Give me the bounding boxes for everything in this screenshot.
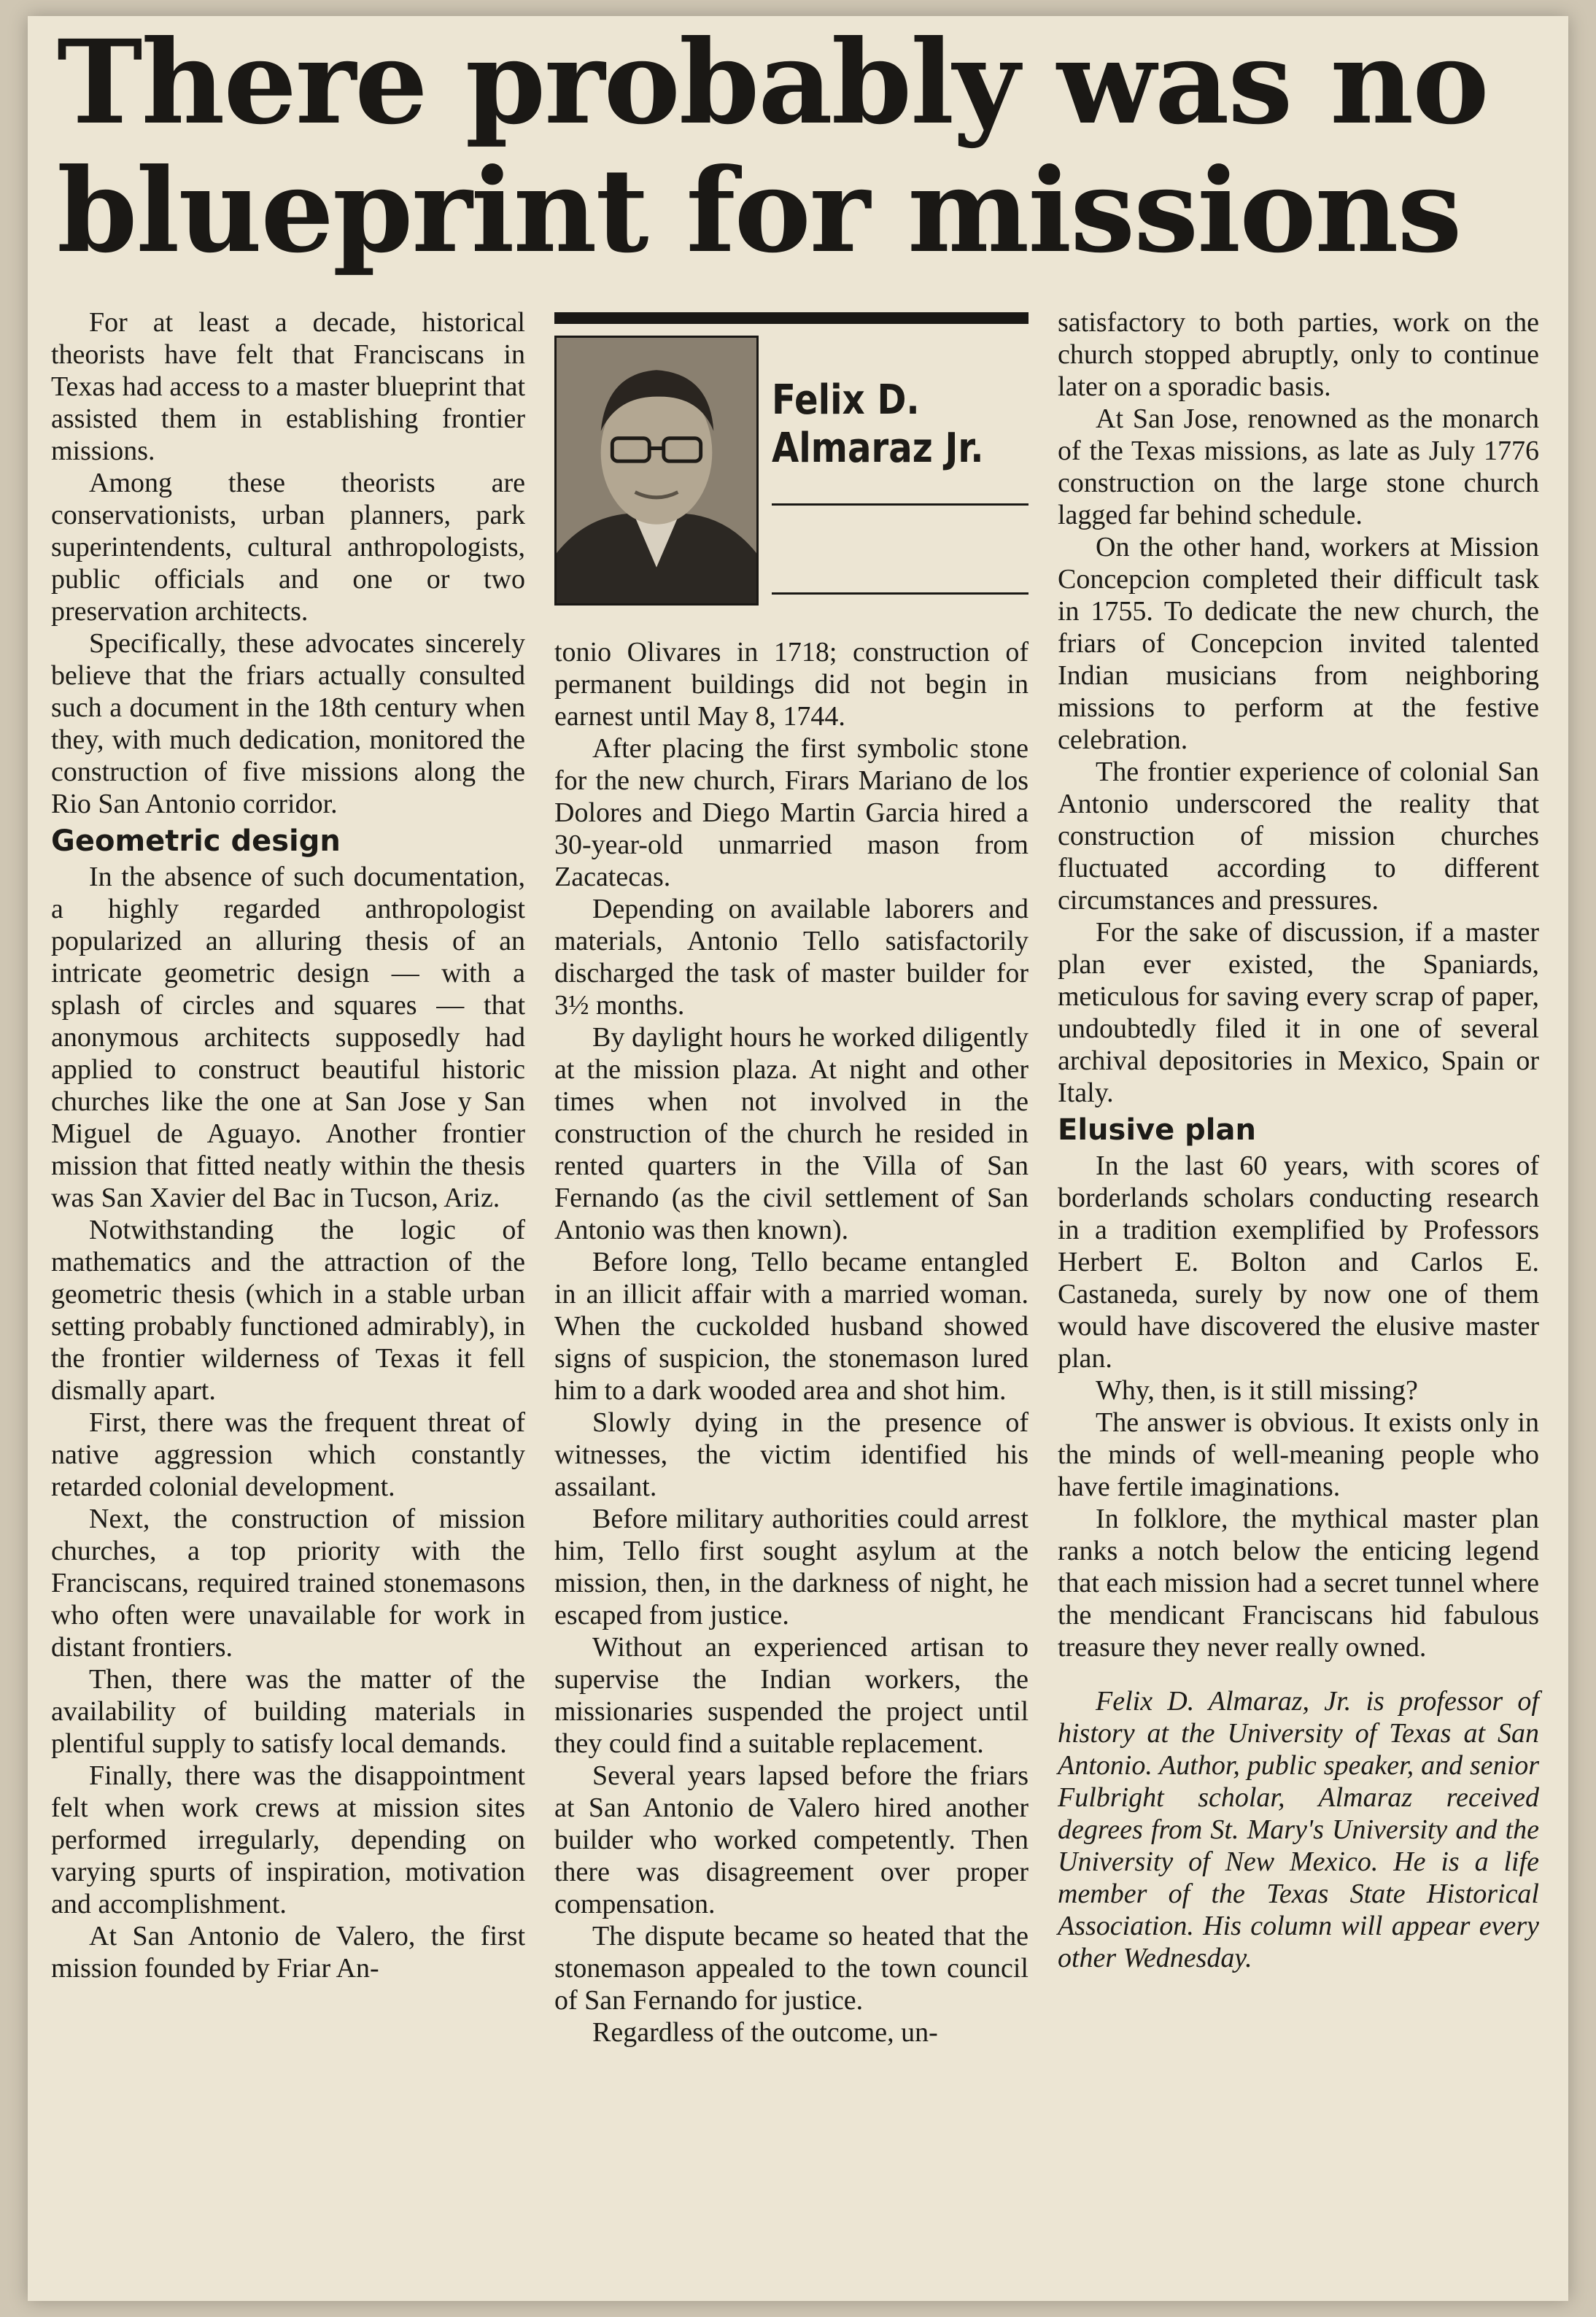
headline: There probably was no blueprint for missions — [57, 15, 1488, 279]
paragraph: First, there was the frequent threat of native aggression which constantly retarded colonial development. — [51, 1407, 525, 1502]
byline-rule — [772, 592, 1029, 595]
paragraph: The answer is obvious. It exists only in the minds of well-meaning people who have fertile imaginations. — [1058, 1407, 1539, 1502]
paragraph: Regardless of the outcome, un- — [592, 2017, 938, 2048]
paragraph: Next, the construction of mission churches, a top priority with the Franciscans, required trained stonemasons who often were unavailable for work in distant frontiers. — [51, 1504, 525, 1663]
author-bio: Felix D. Almaraz, Jr. is professor of history at the University of Texas at San Antonio. Author, public speaker, and senior Fulbright scholar, Almaraz received degrees from St. Mary's University and the University of New Mexico. He is a life member of the Texas State Historical Association. His column will appear every other Wednesday. — [1058, 1686, 1539, 1973]
paragraph: Finally, there was the disappointment felt when work crews at mission sites performed irregularly, depending on varying spurts of inspiration, motivation and accomplishment. — [51, 1760, 525, 1919]
paragraph: tonio Olivares in 1718; construction of permanent buildings did not begin in earnest until May 8, 1744. — [554, 637, 1029, 732]
paragraph: satisfactory to both parties, work on the church stopped abruptly, only to continue later on a sporadic basis. — [1058, 307, 1539, 402]
paragraph: For the sake of discussion, if a master plan ever existed, the Spaniards, meticulous for saving every scrap of paper, undoubtedly filed it in one of several archival depositories in Mexico, Spain or Italy. — [1058, 917, 1539, 1108]
author-name — [772, 376, 993, 473]
paragraph: Notwithstanding the logic of mathematics and the attraction of the geometric thesis (which in a stable urban setting probably functioned admirably), in the frontier wilderness of Texas it fell dismally apart. — [51, 1215, 525, 1406]
byline-rule — [772, 503, 1029, 506]
author-photo — [554, 336, 759, 606]
byline-box — [554, 312, 1029, 619]
paragraph: Specifically, these advocates sincerely believe that the friars actually consulted such a document in the 18th century when they, with much dedication, monitored the construction of five missions along the Rio San Antonio corridor. — [51, 628, 525, 819]
paragraph: The frontier experience of colonial San Antonio underscored the reality that construction of mission churches fluctuated according to different circumstances and pressures. — [1058, 757, 1539, 916]
paragraph: Before long, Tello became entangled in an illicit affair with a married woman. When the cuckolded husband showed signs of suspicion, the stonemason lured him to a dark wooded area and shot him. — [554, 1247, 1029, 1406]
paragraph: By daylight hours he worked diligently at the mission plaza. At night and other times when not involved in the construction of the church he resided in rented quarters in the Villa of San Fernando (as the civil settlement of San Antonio was then known). — [554, 1022, 1029, 1245]
paragraph: For at least a decade, historical theorists have felt that Franciscans in Texas had access to a master blueprint that assisted them in establishing frontier missions. — [51, 307, 525, 466]
paragraph: At San Antonio de Valero, the first mission founded by Friar An- — [51, 1921, 525, 1984]
paragraph: After placing the first symbolic stone for the new church, Firars Mariano de los Dolores and Diego Martin Garcia hired a 30-year-old unmarried mason from Zacatecas. — [554, 733, 1029, 892]
paragraph: Among these theorists are conservationists, urban planners, park superintendents, cultural anthropologists, public officials and one or two preservation architects. — [51, 468, 525, 627]
paragraph: At San Jose, renowned as the monarch of the Texas missions, as late as July 1776 construction on the large stone church lagged far behind schedule. — [1058, 403, 1539, 530]
paragraph: Depending on available laborers and materials, Antonio Tello satisfactorily discharged the task of master builder for 3½ months. — [554, 894, 1029, 1021]
paragraph: On the other hand, workers at Mission Concepcion completed their difficult task in 1755. To dedicate the new church, the friars of Concepcion invited talented Indian musicians from neighboring missions to perform at the festive celebration. — [1058, 532, 1539, 755]
paragraph: Before military authorities could arrest him, Tello first sought asylum at the mission, then, in the darkness of night, he escaped from justice. — [554, 1504, 1029, 1631]
portrait-image-icon — [557, 338, 756, 603]
paragraph: Why, then, is it still missing? — [1096, 1375, 1418, 1406]
paragraph: In the absence of such documentation, a highly regarded anthropologist popularized an alluring thesis of an intricate geometric design — with a splash of circles and squares — that anonymous architects supposedly had applied to construct beautiful historic churches like the one at San Jose y San Miguel de Aguayo. Another frontier mission that fitted neatly within the thesis was San Xavier del Bac in Tucson, Ariz. — [51, 862, 525, 1213]
paragraph: Without an experienced artisan to supervise the Indian workers, the missionaries suspended the project until they could find a suitable replacement. — [554, 1632, 1029, 1759]
article-column-3 — [1058, 306, 1539, 1974]
paragraph: In folklore, the mythical master plan ranks a notch below the enticing legend that each mission had a secret tunnel where the mendicant Franciscans hid fabulous treasure they never really owned. — [1058, 1504, 1539, 1663]
paragraph: In the last 60 years, with scores of borderlands scholars conducting research in a tradition exemplified by Professors Herbert E. Bolton and Carlos E. Castaneda, surely by now one of them would have discovered the elusive master plan. — [1058, 1150, 1539, 1374]
author-name-line-2: Almaraz Jr. — [772, 425, 984, 472]
column-top-rule — [554, 312, 1029, 324]
paragraph: The dispute became so heated that the stonemason appealed to the town council of San Fernando for justice. — [554, 1921, 1029, 2016]
paragraph: Slowly dying in the presence of witnesses, the victim identified his assailant. — [554, 1407, 1029, 1502]
subhead-elusive-plan: Elusive plan — [1058, 1113, 1256, 1147]
paragraph: Then, there was the matter of the availability of building materials in plentiful supply to satisfy local demands. — [51, 1664, 525, 1759]
subhead-geometric-design: Geometric design — [51, 824, 341, 858]
author-name-line-1: Felix D. — [772, 376, 920, 424]
article-column-2 — [554, 636, 1029, 2049]
article-column-1 — [51, 306, 525, 1984]
paragraph: Several years lapsed before the friars at San Antonio de Valero hired another builder who worked competently. Then there was disagreement over proper compensation. — [554, 1760, 1029, 1919]
